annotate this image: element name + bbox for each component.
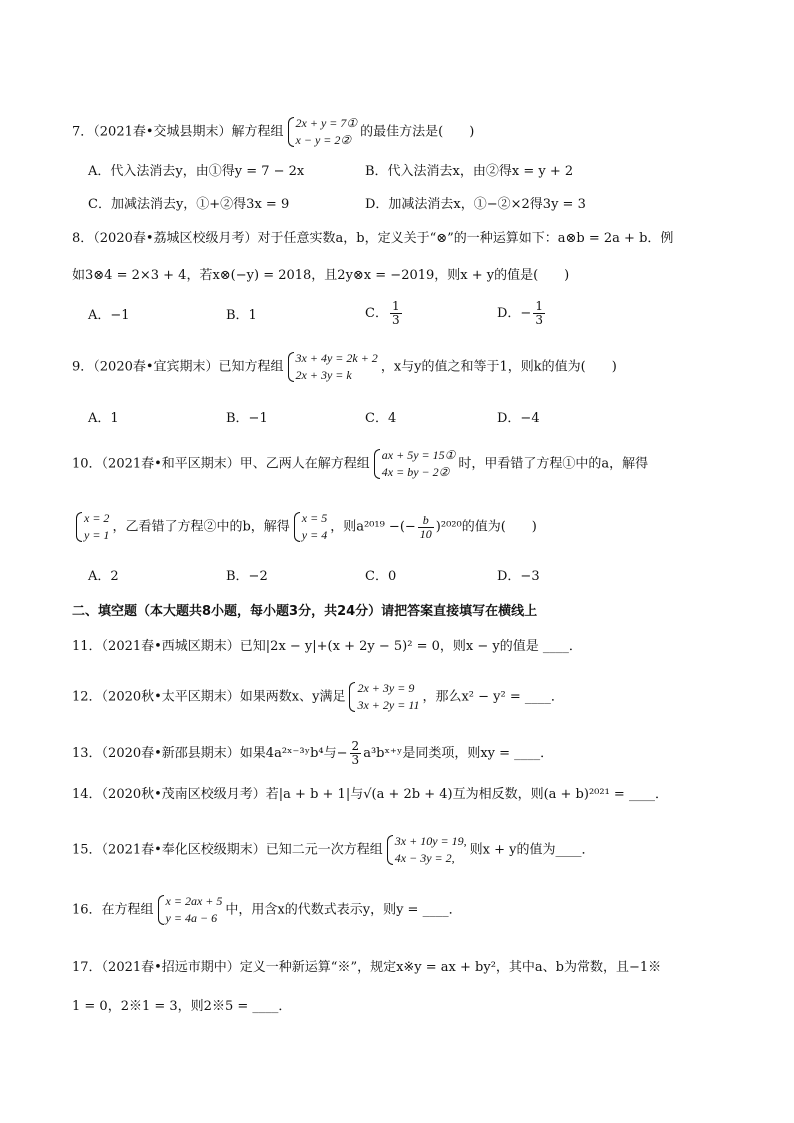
q8-line-1: 8．（2020春•荔城区校级月考）对于任意实数a，b，定义关于“⊗”的一种运算如下：a⊗b = 2a + b．例 [72, 231, 674, 246]
q17-line-2: 1 = 0，2※1 = 3，则2※5 = ____． [72, 999, 292, 1014]
question-13: 13．（2020春•新邵县期末）如果4a²ˣ⁻³ʸb⁴与− $\frac{2}{3}$ a³bˣ⁺ʸ是同类项，则xy = ____． [72, 739, 554, 767]
question-10-stem-line-2: x = 2 y = 1 ，乙看错了方程②中的b，解得 x = 5 y = 4 ，则a²⁰¹⁹ −(− $\frac{b}{10}$ )²⁰²⁰的值为( ) [72, 510, 537, 544]
q10-option-a[interactable]: A．2 [88, 569, 119, 584]
question-12: 12．（2020秋•太平区期末）如果两数x、y满足 2x + 3y = 9 3x + 2y = 11 ，那么x² − y² = ____． [72, 681, 564, 712]
q10-option-b[interactable]: B．−2 [226, 569, 268, 584]
q10-solution-1: x = 2 y = 1 [75, 510, 109, 544]
q8-option-d-fraction: $\frac{1}{3}$ [535, 299, 543, 327]
q7-tail: 的最佳方法是( ) [360, 124, 475, 140]
q13-fraction: $\frac{2}{3}$ [351, 739, 360, 767]
q8-line-2: 如3⊗4 = 2×3 + 4，若x⊗(−y) = 2018，且2y⊗x = −2019，则x + y的值是( ) [72, 268, 570, 283]
q9-option-b[interactable]: B．−1 [226, 411, 268, 426]
question-10-stem-line-1: 10．（2021春•和平区期末）甲、乙两人在解方程组 ax + 5y = 15① 4x = by − 2② 时，甲看错了方程①中的a，解得 [72, 448, 649, 479]
q7-option-b[interactable]: B．代入法消去x，由②得x = y + 2 [365, 164, 574, 179]
q7-option-a[interactable]: A．代入法消去y，由①得y = 7 − 2x [88, 164, 305, 179]
q8-option-c[interactable]: C． $\frac{1}{3}$ [365, 299, 400, 327]
q7-lead: 7．（2021春•交城县期末）解方程组 [72, 124, 284, 140]
q8-option-b[interactable]: B．1 [226, 308, 257, 323]
q16-equation-system: x = 2ax + 5 y = 4a − 6 [157, 893, 223, 927]
question-9-stem: 9．（2020春•宜宾期末）已知方程组 3x + 4y = 2k + 2 2x + 3y = k ，x与y的值之和等于1，则k的值为( ) [72, 351, 617, 382]
q8-option-d[interactable]: D．− $\frac{1}{3}$ [497, 299, 543, 327]
q15-equation-system: 3x + 10y = 19, 4x − 3y = 2, [386, 833, 467, 867]
q8-option-c-fraction: $\frac{1}{3}$ [391, 299, 400, 327]
q10-option-d[interactable]: D．−3 [497, 569, 540, 584]
section-2-heading: 二、填空题（本大题共8小题，每小题3分，共24分）请把答案直接填写在横线上 [72, 604, 538, 619]
question-11: 11．（2021春•西城区期末）已知|2x − y|+(x + 2y − 5)² = 0，则x − y的值是 ____． [72, 639, 582, 654]
q9-equation-system: 3x + 4y = 2k + 2 2x + 3y = k [287, 350, 378, 384]
q12-equation-system: 2x + 3y = 9 3x + 2y = 11 [348, 680, 419, 714]
q9-option-d[interactable]: D．−4 [497, 411, 540, 426]
q7-equation-system: 2x + y = 7① x − y = 2② [287, 115, 358, 149]
question-7-stem [72, 115, 474, 149]
question-16: 16．在方程组 x = 2ax + 5 y = 4a − 6 中，用含x的代数式表示y，则y = ____． [72, 894, 462, 925]
q10-equation-system: ax + 5y = 15① 4x = by − 2② [373, 447, 456, 481]
q10-option-c[interactable]: C．0 [365, 569, 397, 584]
q8-option-a[interactable]: A．−1 [88, 308, 130, 323]
question-15: 15．（2021春•奉化区校级期末）已知二元一次方程组 3x + 10y = 19, 4x − 3y = 2, 则x + y的值为____． [72, 834, 595, 865]
q17-line-1: 17．（2021春•招远市期中）定义一种新运算“※”，规定x※y = ax + by²，其中a、b为常数，且−1※ [72, 960, 662, 975]
q7-option-d[interactable]: D．加减法消去x，①−②×2得3y = 3 [365, 197, 586, 212]
q9-option-a[interactable]: A．1 [88, 411, 119, 426]
q9-option-c[interactable]: C．4 [365, 411, 397, 426]
q10-fraction: $\frac{b}{10}$ [419, 512, 432, 541]
q10-solution-2: x = 5 y = 4 [293, 510, 327, 544]
q7-option-c[interactable]: C．加减法消去y，①+②得3x = 9 [88, 197, 290, 212]
question-14: 14．（2020秋•茂南区校级月考）若|a + b + 1|与√(a + 2b + 4)互为相反数，则(a + b)²⁰²¹ = ____． [72, 787, 668, 802]
